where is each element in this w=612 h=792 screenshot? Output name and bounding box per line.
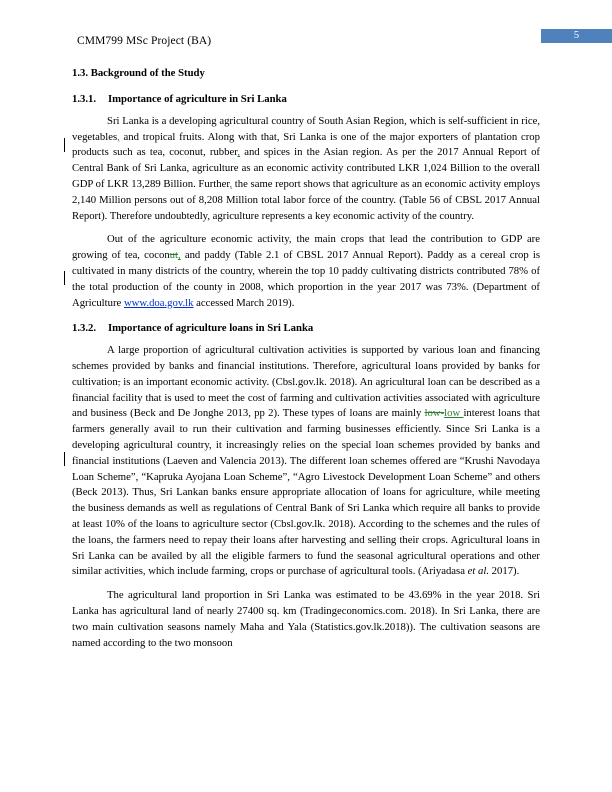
page-number: 5 — [541, 29, 612, 43]
change-bar — [64, 452, 65, 466]
deleted-text: low- — [424, 407, 445, 420]
inserted-text: , — [178, 249, 181, 262]
subsection-title: Importance of agriculture loans in Sri Lanka — [108, 322, 314, 335]
et-al: et al. — [467, 565, 489, 578]
inserted-text: , — [117, 130, 120, 143]
paragraph: Out of the agriculture economic activity, the main crops that lead the contribution to GDP are growing of tea, coconut, and paddy (Table 2.1 of CBSL 2017 Annual Report). Paddy as a cereal crop is cultivated in many districts of the country, wherein the top 10 paddy cultivating districts contributed 78% of the total production of the county in 2008, which proportion in the year 2017 was 73%. (Department of Agriculture www.doa.gov.lk accessed March 2019). — [72, 233, 540, 309]
deleted-text: , — [117, 375, 121, 388]
doa-link[interactable]: www.doa.gov.lk — [123, 296, 194, 309]
inserted-text: , — [229, 177, 233, 190]
paragraph: The agricultural land proportion in Sri Lanka was estimated to be 43.69% in the year 2018. Sri Lanka has agricultural land of nearly 27400 sq. km (Tradingeconomics.com. 2018). In Sri Lanka, there are two main cultivation seasons namely Maha and Yala (Statistics.gov.lk.2018)). The cultivation seasons are named according to the two monsoon — [72, 589, 540, 649]
paragraph: A large proportion of agricultural cultivation activities is supported by various loan and financing schemes provided by banks and financial institutions. Therefore, agricultural loans provided by banks for cultivation, is an important economic activity. (Cbsl.gov.lk. 2018). An agricultural loan can be described as a financial facility that is used to meet the cost of farming and cultivation activities associated with agriculture and business (Beck and De Jonghe 2013, pp 2). These types of loans are mainly low-low interest loans that farmers generally avail to run their cultivation and farming businesses efficiently. Since Sri Lanka is a developing agricultural country, it increasingly relies on the special loan schemes provided by banks and financial institutions (Laeven and Valencia 2013). The different loan schemes offered are “Krushi Navodaya Loan Scheme”, “Kapruka Ayojana Loan Scheme”, “Agro Livestock Development Loan Scheme” and others (Beck 2013). Thus, Sri Lankan banks ensure appropriate allocation of loans for agriculture, while meeting the business demands as well as regulations of Central Bank of Sri Lanka which require all banks to provide at least 10% of the loans to agriculture sector (Cbsl.gov.lk. 2018). According to the schemes and the rules of the loans, the farmers need to repay their loans after harvesting and selling their crops. Agricultural loans in Sri Lanka can be availed by all the eligible farmers to fund the seasonal agricultural operations and other similar activities, which include farming, crops or purchase of agricultural tools. (Ariyadasa et al. 2017). — [72, 344, 541, 578]
inserted-text: low — [444, 407, 464, 420]
inserted-text: , — [237, 146, 241, 159]
change-bar — [64, 138, 65, 152]
paragraph: Sri Lanka is a developing agricultural country of South Asian Region, which is self-sufficient in rice, vegetables, and tropical fruits. Along with that, Sri Lanka is one of the major exporters of plantation crop products such as tea, coconut, rubber, and spices in the Asian region. As per the 2017 Annual Report of Central Bank of Sri Lanka, agriculture as an economic activity contributed LKR 1,024 Billion to the overall GDP of LKR 13,289 Billion. Further, the same report shows that agriculture as an economic activity employs 2,140 Million persons out of 8,208 Million total labor force of the country. (Table 56 of CBSL 2017 Annual Report). Therefore undoubtedly, agriculture represents a key economic activity of the country. — [72, 114, 540, 222]
subsection-title: Importance of agriculture in Sri Lanka — [108, 93, 287, 105]
subsection-number: 1.3.2. — [72, 322, 97, 335]
header-title: CMM799 MSc Project (BA) — [77, 35, 212, 47]
subsection-heading — [72, 321, 540, 337]
subsection-number: 1.3.1. — [72, 93, 97, 105]
deleted-text: ut — [169, 249, 178, 262]
subsection-heading — [72, 92, 540, 108]
document-body — [72, 66, 540, 659]
section-heading: 1.3. Background of the Study — [72, 67, 205, 79]
change-bar — [64, 271, 65, 285]
